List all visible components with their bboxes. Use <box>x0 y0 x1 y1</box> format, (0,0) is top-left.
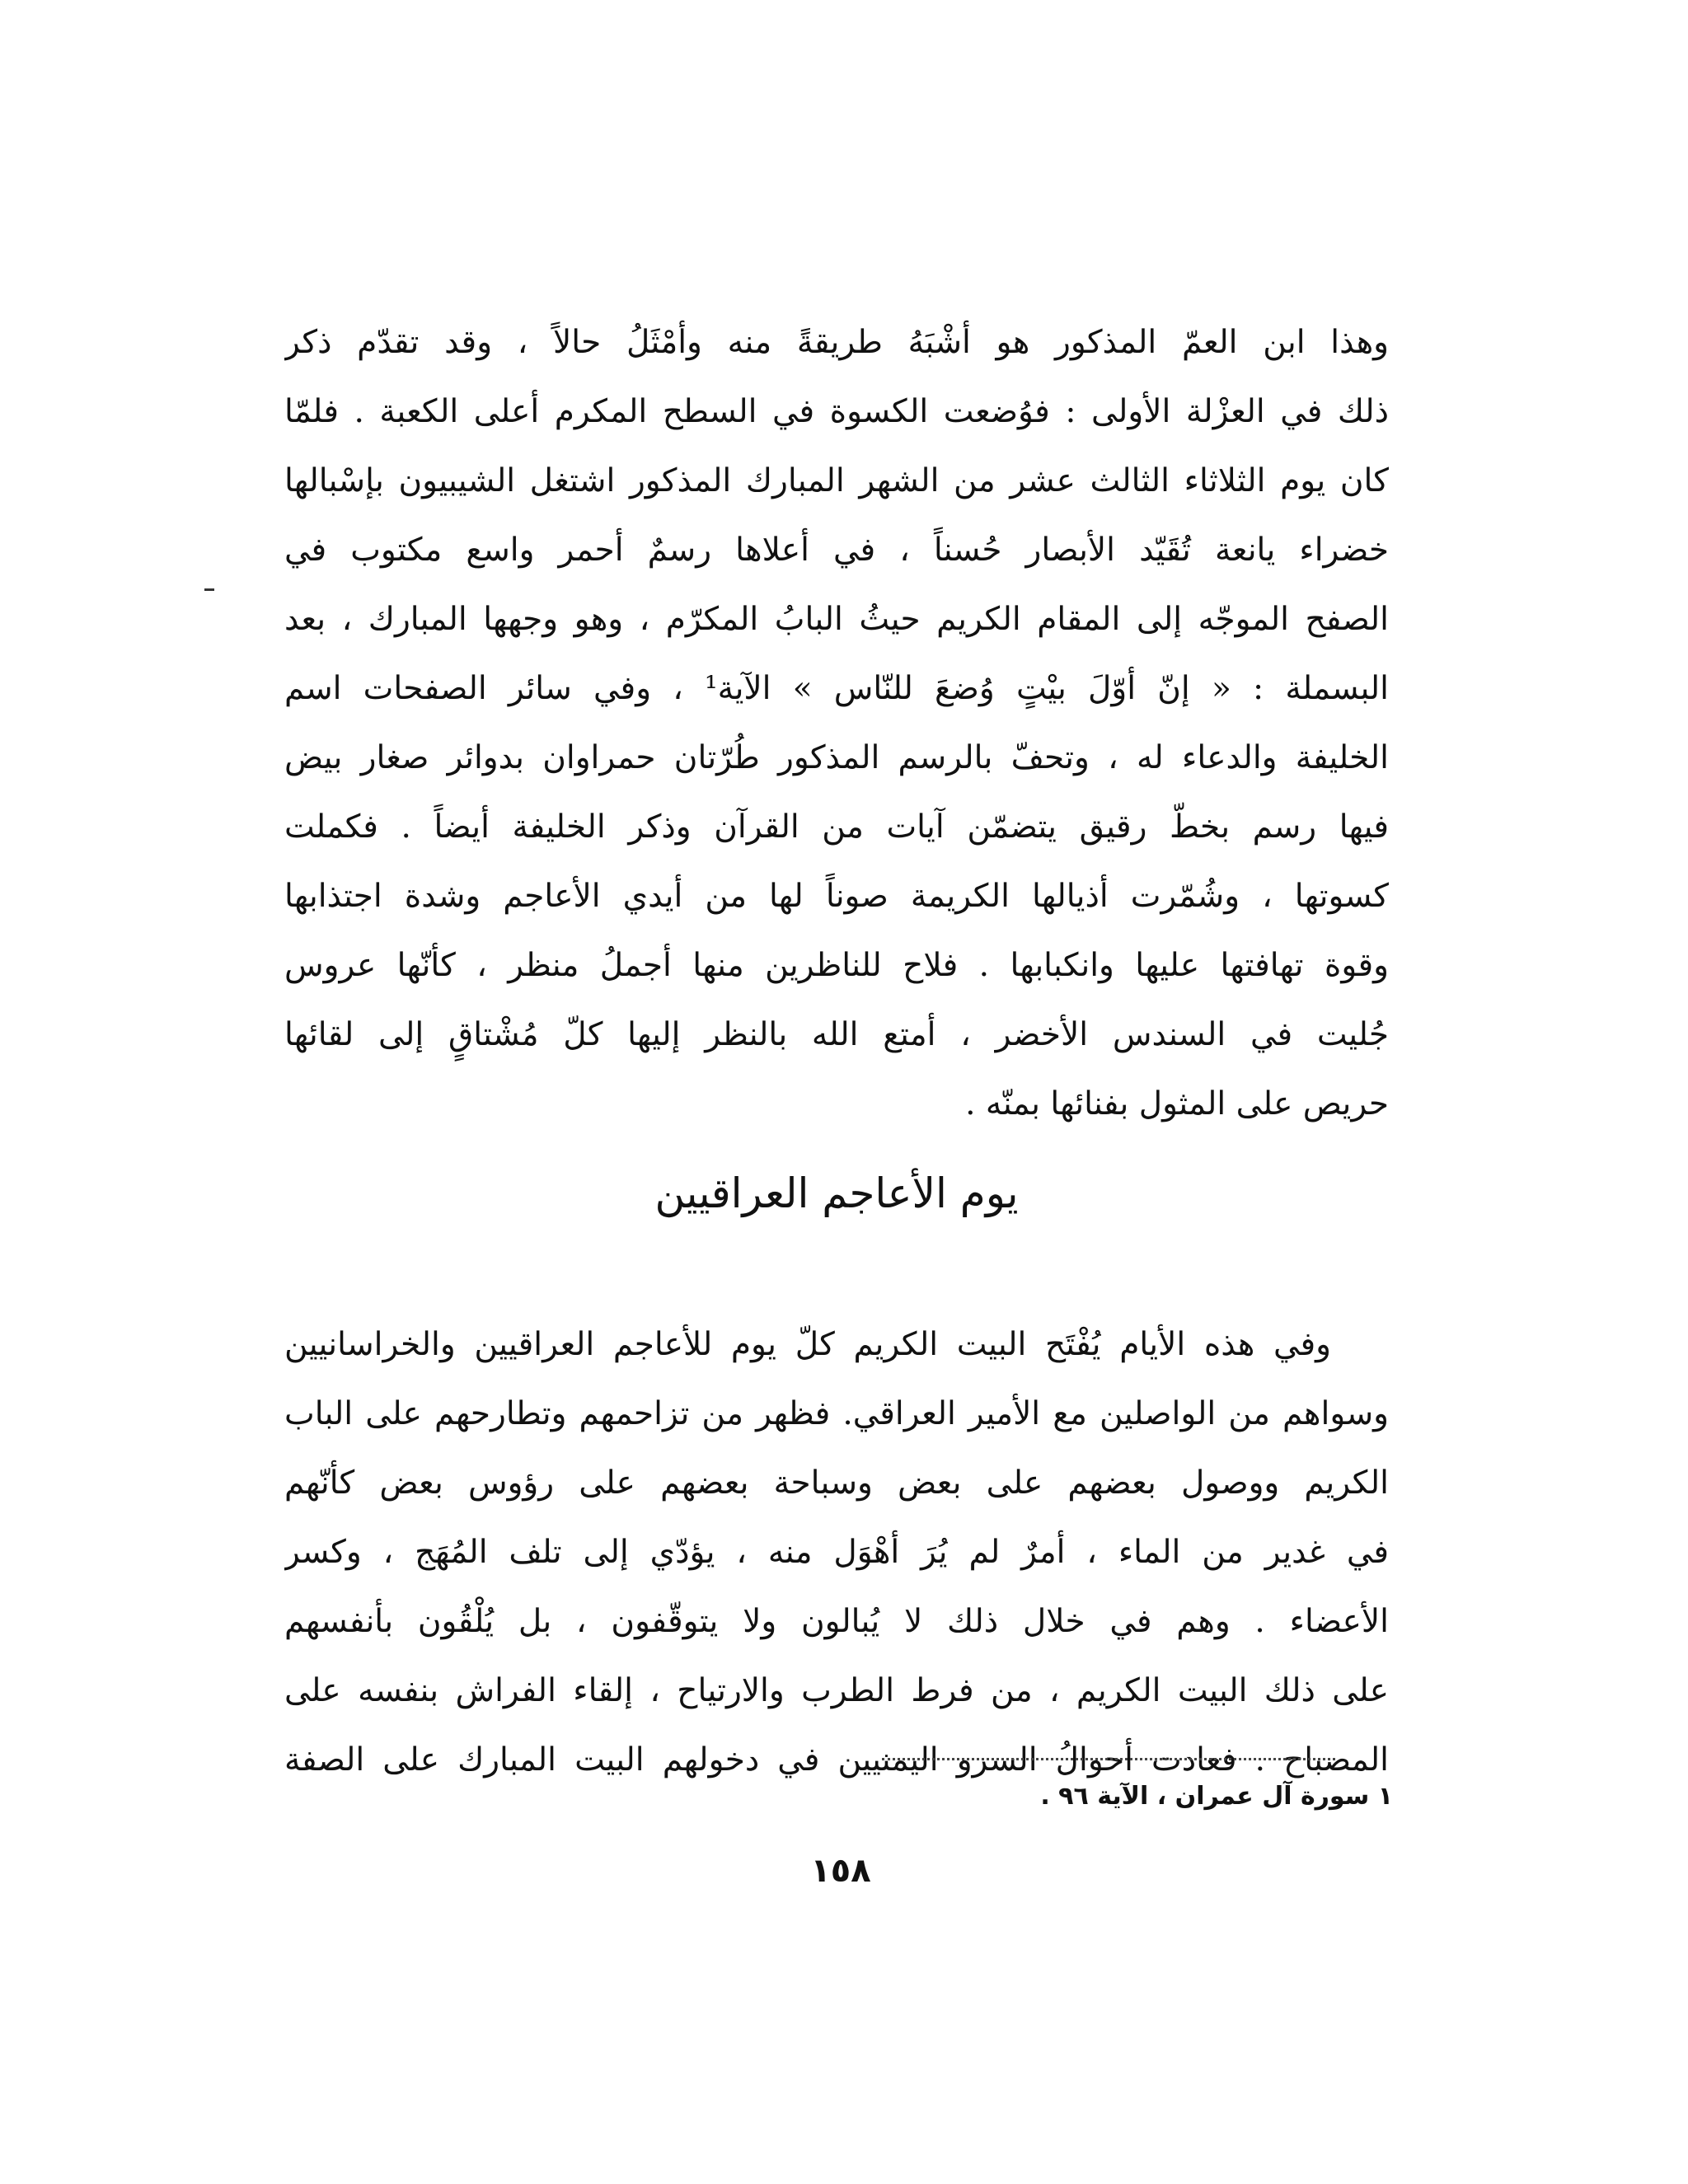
section-heading: يوم الأعاجم العراقيين <box>654 1169 1019 1217</box>
text-line: الصفح الموجّه إلى المقام الكريم حيثُ البابُ المكرّم ، وهو وجهها المبارك ، بعد <box>284 601 1389 638</box>
margin-mark <box>204 588 214 591</box>
text-line: كان يوم الثلاثاء الثالث عشر من الشهر المبارك المذكور اشتغل الشيبيون بإسْبالها <box>284 462 1389 499</box>
text-line: الخليفة والدعاء له ، وتحفّ بالرسم المذكور طُرّتان حمراوان بدوائر صغار بيض <box>284 739 1389 776</box>
page-number: ١٥٨ <box>810 1852 871 1890</box>
text-line: جُليت في السندس الأخضر ، أمتع الله بالنظر إليها كلّ مُشْتاقٍ إلى لقائها <box>284 1016 1389 1053</box>
text-line: وقوة تهافتها عليها وانكبابها . فلاح للناظرين منها أجملُ منظر ، كأنّها عروس <box>284 947 1389 984</box>
text-line: وهذا ابن العمّ المذكور هو أشْبَهُ طريقةً منه وأمْثَلُ حالاً ، وقد تقدّم ذكر <box>284 324 1389 361</box>
text-line: الأعضاء . وهم في خلال ذلك لا يُبالون ولا يتوقّفون ، بل يُلْقُون بأنفسهم <box>284 1603 1389 1640</box>
text-line: المصباح . فعادت أحوالُ السرو اليمنيين في دخولهم البيت المبارك على الصفة <box>284 1741 1389 1779</box>
footnote-separator <box>882 1758 1335 1760</box>
text-line: البسملة : « إنّ أوّلَ بيْتٍ وُضعَ للنّاس » الآية¹ ، وفي سائر الصفحات اسم <box>284 670 1389 707</box>
text-line: الكريم ووصول بعضهم على بعض وسباحة بعضهم على رؤوس بعض كأنّهم <box>284 1465 1389 1502</box>
text-line: حريص على المثول بفنائها بمنّه . <box>965 1085 1389 1122</box>
paragraph-kiswa <box>284 308 1389 1139</box>
text-line: كسوتها ، وشُمّرت أذيالها الكريمة صوناً لها من أيدي الأعاجم وشدة اجتذابها <box>284 878 1389 915</box>
text-line: وفي هذه الأيام يُفْتَح البيت الكريم كلّ يوم للأعاجم العراقيين والخراسانيين <box>284 1326 1331 1363</box>
text-line: فيها رسم بخطّ رقيق يتضمّن آيات من القرآن وذكر الخليفة أيضاً . فكملت <box>284 808 1389 846</box>
text-line: ذلك في العزْلة الأولى : فوُضعت الكسوة في السطح المكرم أعلى الكعبة . فلمّا <box>284 393 1389 430</box>
text-line: على ذلك البيت الكريم ، من فرط الطرب والارتياح ، إلقاء الفراش بنفسه على <box>284 1672 1389 1709</box>
text-line: خضراء يانعة تُقَيّد الأبصار حُسناً ، في أعلاها رسمٌ أحمر واسع مكتوب في <box>284 532 1389 569</box>
text-line: وسواهم من الواصلين مع الأمير العراقي. فظهر من تزاحمهم وتطارحهم على الباب <box>284 1395 1389 1432</box>
footnote: ١ سورة آل عمران ، الآية ٩٦ . <box>1040 1782 1393 1811</box>
paragraph-iraqi-pilgrims <box>284 1310 1389 1795</box>
text-line: في غدير من الماء ، أمرٌ لم يُرَ أهْوَل منه ، يؤدّي إلى تلف المُهَج ، وكسر <box>284 1534 1389 1571</box>
